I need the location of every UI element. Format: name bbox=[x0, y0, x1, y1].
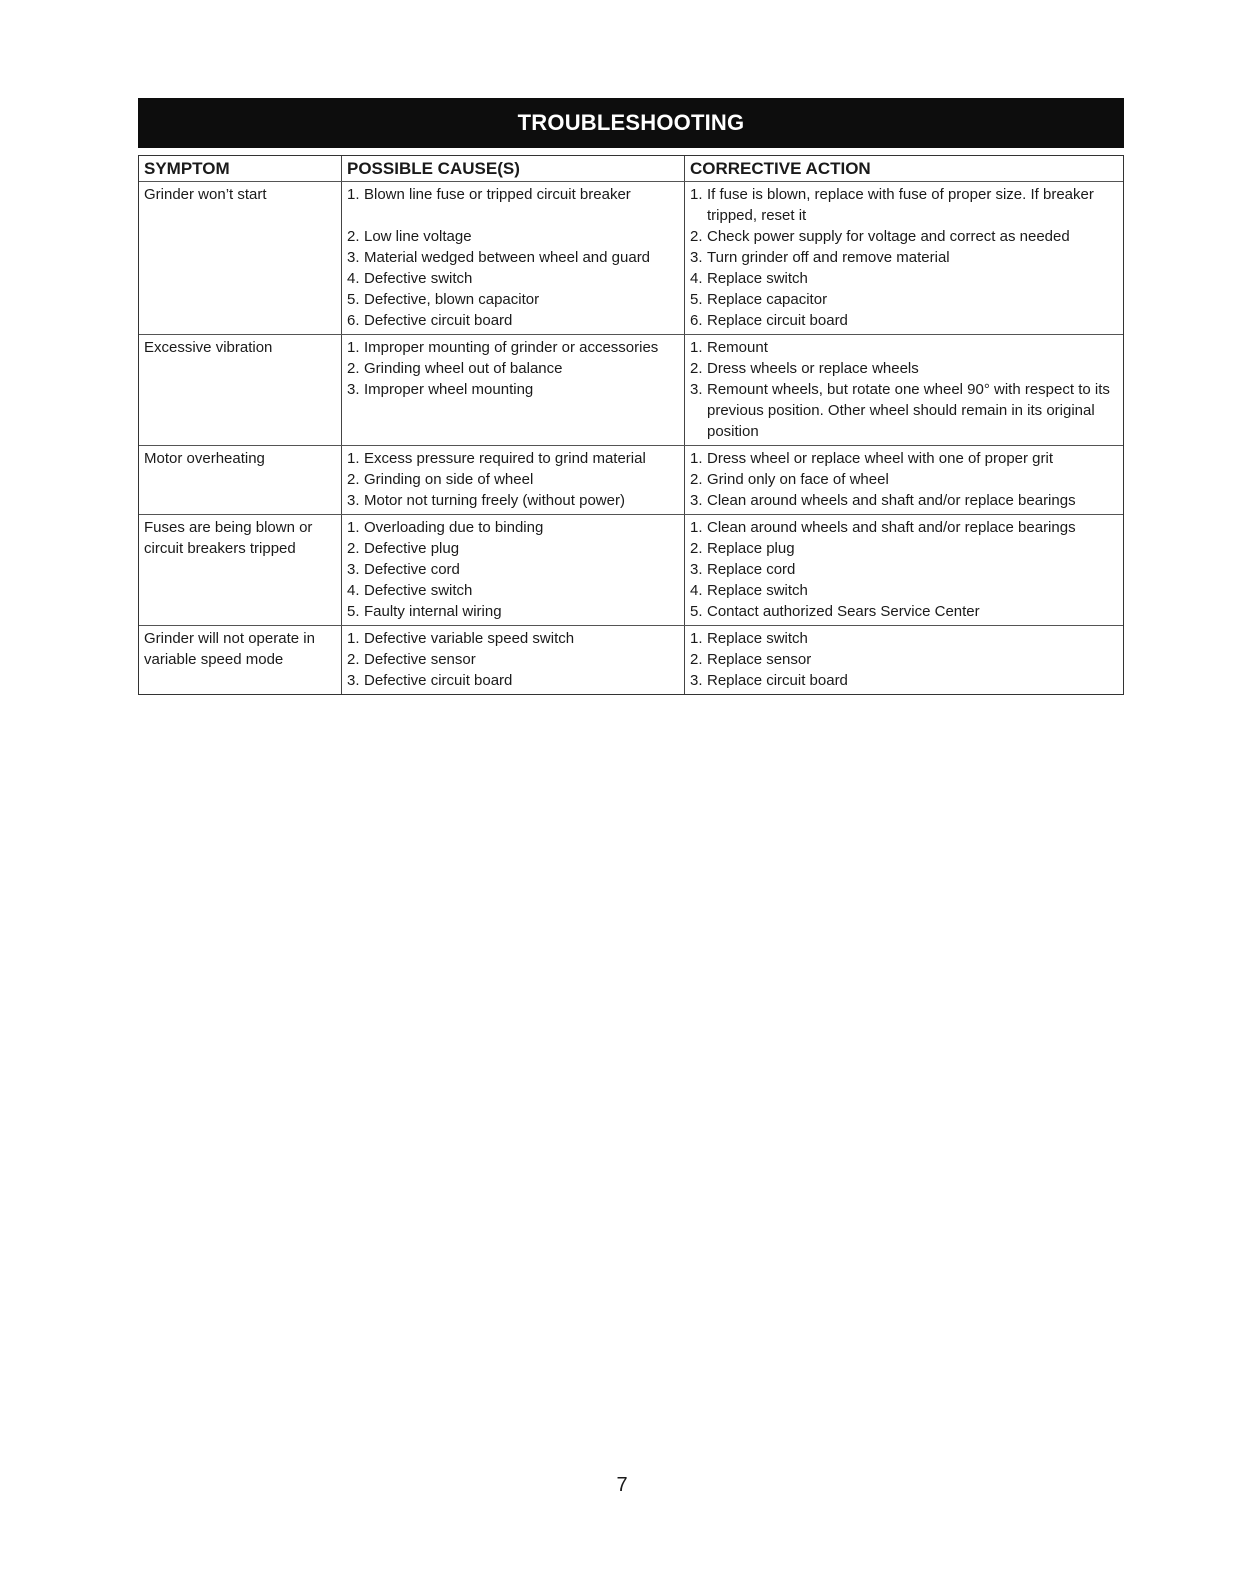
action-item-text: Replace capacitor bbox=[707, 291, 828, 308]
cause-item-text: Defective circuit board bbox=[364, 672, 513, 689]
cause-item-text: Material wedged between wheel and guard bbox=[364, 249, 651, 266]
action-item-text: Replace cord bbox=[707, 561, 796, 578]
action-item-text: Remount wheels, but rotate one wheel 90° with respect to its previous position. Other wheel should remain in its original position bbox=[707, 381, 1110, 440]
action-item-text: If fuse is blown, replace with fuse of proper size. If breaker tripped, reset it bbox=[707, 186, 1094, 224]
cause-item-text: Blown line fuse or tripped circuit breaker bbox=[364, 186, 631, 203]
action-item bbox=[690, 490, 1118, 511]
cause-item-text: Defective switch bbox=[364, 582, 473, 599]
symptom-text: Grinder won’t start bbox=[144, 186, 267, 203]
cause-item-text: Excess pressure required to grind material bbox=[364, 450, 646, 467]
action-item-text: Replace sensor bbox=[707, 651, 812, 668]
causes-cell bbox=[342, 335, 685, 445]
cause-item-text: Improper wheel mounting bbox=[364, 381, 534, 398]
cause-item-text: Faulty internal wiring bbox=[364, 603, 502, 620]
cause-item-text: Defective plug bbox=[364, 540, 460, 557]
actions-cell bbox=[685, 446, 1123, 514]
action-item-number: 2. bbox=[690, 228, 703, 245]
action-item-number: 1. bbox=[690, 339, 703, 356]
table-row bbox=[139, 334, 1123, 445]
cause-item bbox=[347, 538, 679, 559]
cause-item-number: 2. bbox=[347, 228, 360, 245]
cause-item-number: 4. bbox=[347, 582, 360, 599]
cause-item-text: Grinding wheel out of balance bbox=[364, 360, 563, 377]
cause-item-number: 1. bbox=[347, 519, 360, 536]
cause-item-number: 1. bbox=[347, 339, 360, 356]
action-item-number: 1. bbox=[690, 630, 703, 647]
symptom-cell bbox=[139, 182, 342, 334]
action-item bbox=[690, 538, 1118, 559]
cause-item bbox=[347, 490, 679, 511]
cause-item bbox=[347, 226, 679, 247]
cause-item-text: Defective sensor bbox=[364, 651, 476, 668]
cause-item bbox=[347, 628, 679, 649]
cause-item-text: Low line voltage bbox=[364, 228, 472, 245]
action-item-number: 3. bbox=[690, 492, 703, 509]
action-item bbox=[690, 517, 1118, 538]
cause-item bbox=[347, 268, 679, 289]
action-item-number: 1. bbox=[690, 519, 703, 536]
troubleshooting-table bbox=[138, 155, 1124, 695]
cause-item-text: Defective circuit board bbox=[364, 312, 513, 329]
action-item-number: 2. bbox=[690, 471, 703, 488]
action-item bbox=[690, 310, 1118, 331]
cause-item-number: 6. bbox=[347, 312, 360, 329]
actions-cell bbox=[685, 515, 1123, 625]
action-item-text: Clean around wheels and shaft and/or replace bearings bbox=[707, 519, 1076, 536]
cause-item bbox=[347, 310, 679, 331]
symptom-cell bbox=[139, 335, 342, 445]
cause-item bbox=[347, 379, 679, 442]
action-item bbox=[690, 184, 1118, 226]
page-number: 7 bbox=[616, 1474, 628, 1496]
symptom-cell bbox=[139, 626, 342, 694]
causes-cell bbox=[342, 626, 685, 694]
action-item bbox=[690, 379, 1118, 442]
cause-item-number: 2. bbox=[347, 471, 360, 488]
cause-item bbox=[347, 649, 679, 670]
action-item-text: Check power supply for voltage and correct as needed bbox=[707, 228, 1070, 245]
action-item bbox=[690, 337, 1118, 358]
cause-item-text: Defective switch bbox=[364, 270, 473, 287]
action-item bbox=[690, 559, 1118, 580]
causes-cell bbox=[342, 446, 685, 514]
cause-item-number: 3. bbox=[347, 492, 360, 509]
action-item-text: Replace plug bbox=[707, 540, 795, 557]
action-item-number: 1. bbox=[690, 186, 703, 203]
cause-item bbox=[347, 358, 679, 379]
actions-cell bbox=[685, 182, 1123, 334]
action-item-number: 3. bbox=[690, 249, 703, 266]
action-item-number: 2. bbox=[690, 360, 703, 377]
table-row bbox=[139, 445, 1123, 514]
cause-item-text: Improper mounting of grinder or accessories bbox=[364, 339, 659, 356]
cause-item-number: 3. bbox=[347, 381, 360, 398]
column-header-action: CORRECTIVE ACTION bbox=[690, 159, 871, 178]
symptom-text: Motor overheating bbox=[144, 450, 265, 467]
action-item-text: Dress wheel or replace wheel with one of proper grit bbox=[707, 450, 1054, 467]
action-item-text: Replace switch bbox=[707, 270, 808, 287]
cause-item bbox=[347, 448, 679, 469]
action-item-number: 2. bbox=[690, 651, 703, 668]
cause-item-number: 3. bbox=[347, 561, 360, 578]
action-item bbox=[690, 448, 1118, 469]
cause-item-text: Defective cord bbox=[364, 561, 460, 578]
action-item bbox=[690, 670, 1118, 691]
action-item bbox=[690, 226, 1118, 247]
action-item-number: 3. bbox=[690, 381, 703, 398]
action-item bbox=[690, 469, 1118, 490]
cause-item-number: 5. bbox=[347, 291, 360, 308]
symptom-text: Grinder will not operate in variable speed mode bbox=[144, 630, 315, 668]
cause-item bbox=[347, 469, 679, 490]
section-title-banner bbox=[138, 98, 1124, 148]
action-item-text: Replace circuit board bbox=[707, 672, 848, 689]
action-item-number: 3. bbox=[690, 672, 703, 689]
cause-item-number: 3. bbox=[347, 672, 360, 689]
cause-item bbox=[347, 580, 679, 601]
action-item-text: Contact authorized Sears Service Center bbox=[707, 603, 980, 620]
table-row bbox=[139, 514, 1123, 625]
section-title: TROUBLESHOOTING bbox=[517, 110, 745, 135]
cause-item-number: 1. bbox=[347, 630, 360, 647]
table-header-row bbox=[139, 156, 1123, 181]
cause-item-number: 2. bbox=[347, 360, 360, 377]
action-item-text: Replace circuit board bbox=[707, 312, 848, 329]
cause-item-text: Grinding on side of wheel bbox=[364, 471, 534, 488]
action-item bbox=[690, 580, 1118, 601]
action-item bbox=[690, 247, 1118, 268]
symptom-text: Fuses are being blown or circuit breakers tripped bbox=[144, 519, 313, 557]
symptom-cell bbox=[139, 515, 342, 625]
cause-item-text: Overloading due to binding bbox=[364, 519, 544, 536]
action-item-number: 2. bbox=[690, 540, 703, 557]
cause-item bbox=[347, 337, 679, 358]
cause-item-text: Defective variable speed switch bbox=[364, 630, 575, 647]
action-item-text: Clean around wheels and shaft and/or replace bearings bbox=[707, 492, 1076, 509]
actions-cell bbox=[685, 335, 1123, 445]
action-item-number: 4. bbox=[690, 270, 703, 287]
action-item bbox=[690, 628, 1118, 649]
cause-item-number: 4. bbox=[347, 270, 360, 287]
table-row bbox=[139, 181, 1123, 334]
action-item-text: Replace switch bbox=[707, 630, 808, 647]
cause-item-number: 2. bbox=[347, 651, 360, 668]
action-item-text: Remount bbox=[707, 339, 768, 356]
table-body bbox=[139, 181, 1123, 694]
action-item-number: 4. bbox=[690, 582, 703, 599]
symptom-cell bbox=[139, 446, 342, 514]
cause-item bbox=[347, 559, 679, 580]
column-header-causes: POSSIBLE CAUSE(S) bbox=[342, 156, 685, 181]
cause-item-number: 2. bbox=[347, 540, 360, 557]
cause-item bbox=[347, 289, 679, 310]
symptom-text: Excessive vibration bbox=[144, 339, 273, 356]
action-item-text: Replace switch bbox=[707, 582, 808, 599]
cause-item-text: Motor not turning freely (without power) bbox=[364, 492, 625, 509]
causes-cell bbox=[342, 182, 685, 334]
cause-item-number: 1. bbox=[347, 450, 360, 467]
cause-item bbox=[347, 601, 679, 622]
action-item-number: 6. bbox=[690, 312, 703, 329]
cause-item-number: 3. bbox=[347, 249, 360, 266]
table-row bbox=[139, 625, 1123, 694]
action-item-text: Turn grinder off and remove material bbox=[707, 249, 950, 266]
cause-item bbox=[347, 184, 679, 226]
action-item-number: 5. bbox=[690, 603, 703, 620]
cause-item bbox=[347, 517, 679, 538]
cause-item bbox=[347, 247, 679, 268]
action-item bbox=[690, 601, 1118, 622]
action-item-number: 1. bbox=[690, 450, 703, 467]
action-item-text: Dress wheels or replace wheels bbox=[707, 360, 919, 377]
action-item bbox=[690, 358, 1118, 379]
action-item bbox=[690, 268, 1118, 289]
cause-item-text: Defective, blown capacitor bbox=[364, 291, 540, 308]
action-item-number: 3. bbox=[690, 561, 703, 578]
action-item bbox=[690, 649, 1118, 670]
action-item-number: 5. bbox=[690, 291, 703, 308]
cause-item-number: 1. bbox=[347, 186, 360, 203]
action-item-text: Grind only on face of wheel bbox=[707, 471, 889, 488]
causes-cell bbox=[342, 515, 685, 625]
actions-cell bbox=[685, 626, 1123, 694]
cause-item-number: 5. bbox=[347, 603, 360, 620]
cause-item bbox=[347, 670, 679, 691]
column-header-symptom: SYMPTOM bbox=[139, 156, 342, 181]
action-item bbox=[690, 289, 1118, 310]
